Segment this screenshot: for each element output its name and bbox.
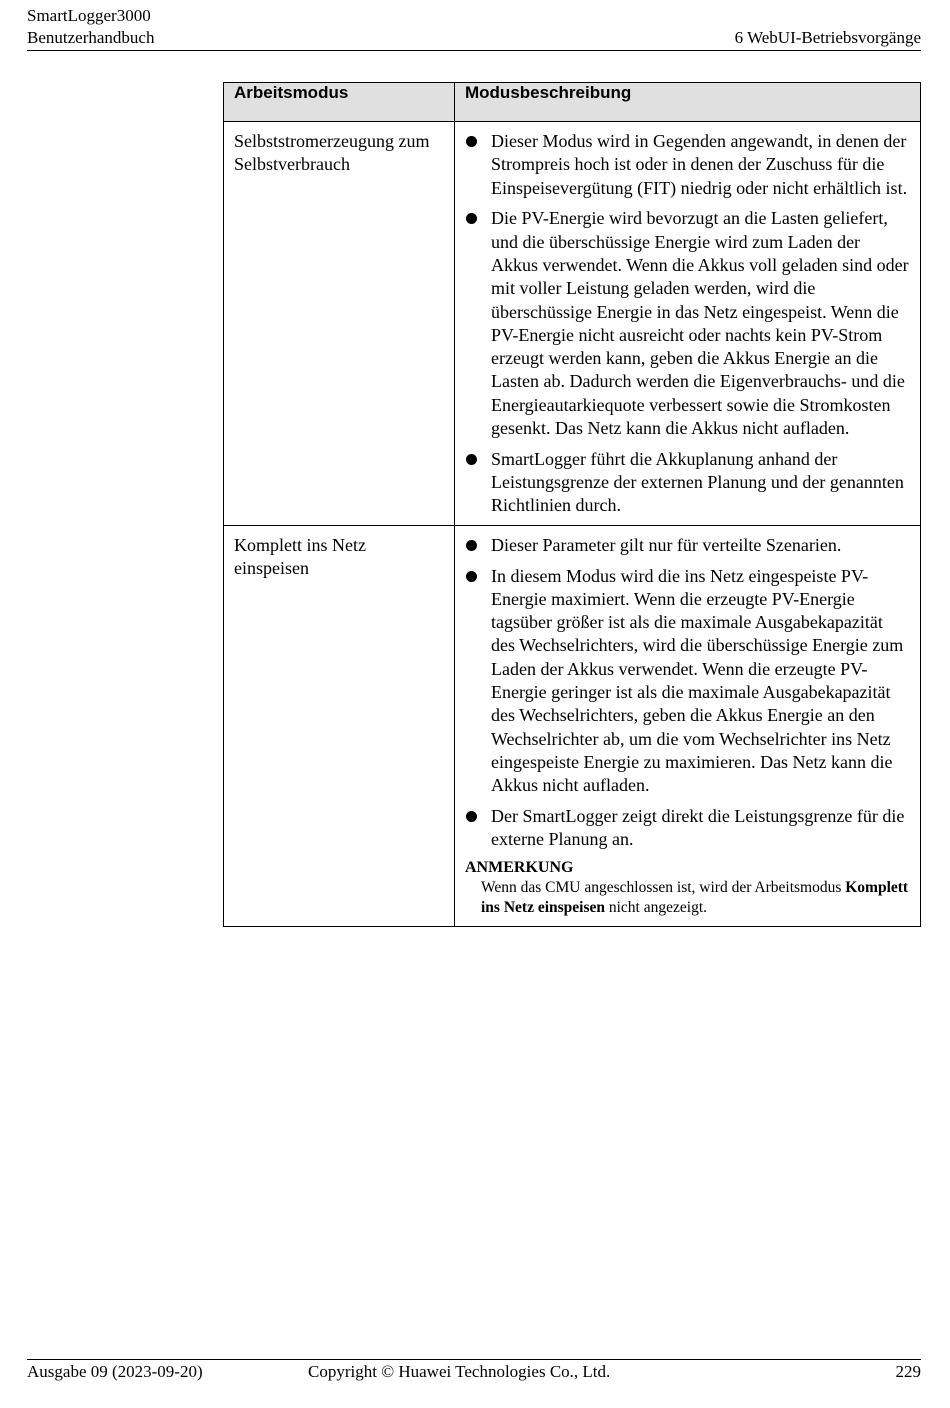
- product-name: SmartLogger3000: [27, 6, 151, 25]
- list-item: [465, 207, 910, 440]
- bullet-icon: [466, 136, 477, 147]
- bullet-text: Die PV-Energie wird bevorzugt an die Lasten geliefert, und die überschüssige Energie wird zum Laden der Akkus verwendet. Wenn die Akkus voll geladen sind oder mit voller Leistung geladen werden, wird die überschüssige Energie in das Netz eingespeist. Wenn die PV-Energie nicht ausreicht oder nachts kein PV-Strom erzeugt werden kann, geben die Akkus Energie an die Lasten ab. Dadurch werden die Eigenverbrauchs- und die Energieautarkiequote verbessert sowie die Stromkosten gesenkt. Das Netz kann die Akkus nicht aufladen.: [491, 208, 909, 439]
- note-text-bold: Komplett ins Netz einspeisen: [481, 878, 909, 917]
- note-text-after: nicht angezeigt.: [605, 899, 707, 917]
- mode-cell: Komplett ins Netz einspeisen: [224, 525, 455, 926]
- note-text: [465, 878, 910, 919]
- bullet-icon: [466, 454, 477, 465]
- note-title: ANMERKUNG: [465, 858, 574, 876]
- mode-cell: Selbststromerzeugung zum Selbstverbrauch: [224, 122, 455, 526]
- column-header-description: Modusbeschreibung: [455, 83, 921, 122]
- issue-date: Ausgabe 09 (2023-09-20): [27, 1362, 203, 1381]
- list-item: [465, 534, 910, 557]
- note-box: [465, 858, 910, 919]
- list-item: [465, 130, 910, 200]
- copyright: Copyright © Huawei Technologies Co., Ltd.: [308, 1362, 611, 1381]
- bullet-icon: [466, 571, 477, 582]
- bullet-icon: [466, 540, 477, 551]
- header-divider: [27, 50, 921, 51]
- table-row: [224, 525, 921, 926]
- list-item: [465, 565, 910, 798]
- description-cell: [455, 122, 921, 526]
- bullet-icon: [466, 213, 477, 224]
- chapter-title: 6 WebUI-Betriebsvorgänge: [734, 28, 921, 47]
- page-number: 229: [895, 1362, 921, 1381]
- table-row: [224, 122, 921, 526]
- bullet-text: Dieser Modus wird in Gegenden angewandt, in denen der Strompreis hoch ist oder in denen der Zuschuss für die Einspeisevergütung (FIT) niedrig oder nicht erhältlich ist.: [491, 131, 908, 198]
- bullet-list: [465, 534, 910, 852]
- footer-divider: [27, 1359, 921, 1360]
- page-header-left: [27, 5, 154, 49]
- description-cell: [455, 525, 921, 926]
- bullet-icon: [466, 811, 477, 822]
- bullet-text: In diesem Modus wird die ins Netz eingespeiste PV-Energie maximiert. Wenn die erzeugte PV-Energie tagsüber größer ist als die maximale Ausgabekapazität des Wechselrichters, wird die überschüssige Energie zum Laden der Akkus verwendet. Wenn die erzeugte PV-Energie geringer ist als die maximale Ausgabekapazität des Wechselrichters, geben die Akkus Energie an den Wechselrichter ab, um die vom Wechselrichter ins Netz eingespeiste Energie zu maximieren. Das Netz kann die Akkus nicht aufladen.: [491, 565, 904, 796]
- bullet-text: Dieser Parameter gilt nur für verteilte Szenarien.: [491, 534, 842, 555]
- work-mode-table: [223, 82, 921, 927]
- list-item: [465, 448, 910, 518]
- list-item: [465, 805, 910, 852]
- manual-title: Benutzerhandbuch: [27, 28, 155, 47]
- note-text-before: Wenn das CMU angeschlossen ist, wird der Arbeitsmodus: [481, 878, 846, 896]
- bullet-text: Der SmartLogger zeigt direkt die Leistungsgrenze für die externe Planung an.: [491, 806, 905, 850]
- table-header-row: [224, 83, 921, 122]
- column-header-mode: Arbeitsmodus: [224, 83, 455, 122]
- bullet-list: [465, 130, 910, 518]
- bullet-text: SmartLogger führt die Akkuplanung anhand der Leistungsgrenze der externen Planung und der genannten Richtlinien durch.: [491, 448, 904, 516]
